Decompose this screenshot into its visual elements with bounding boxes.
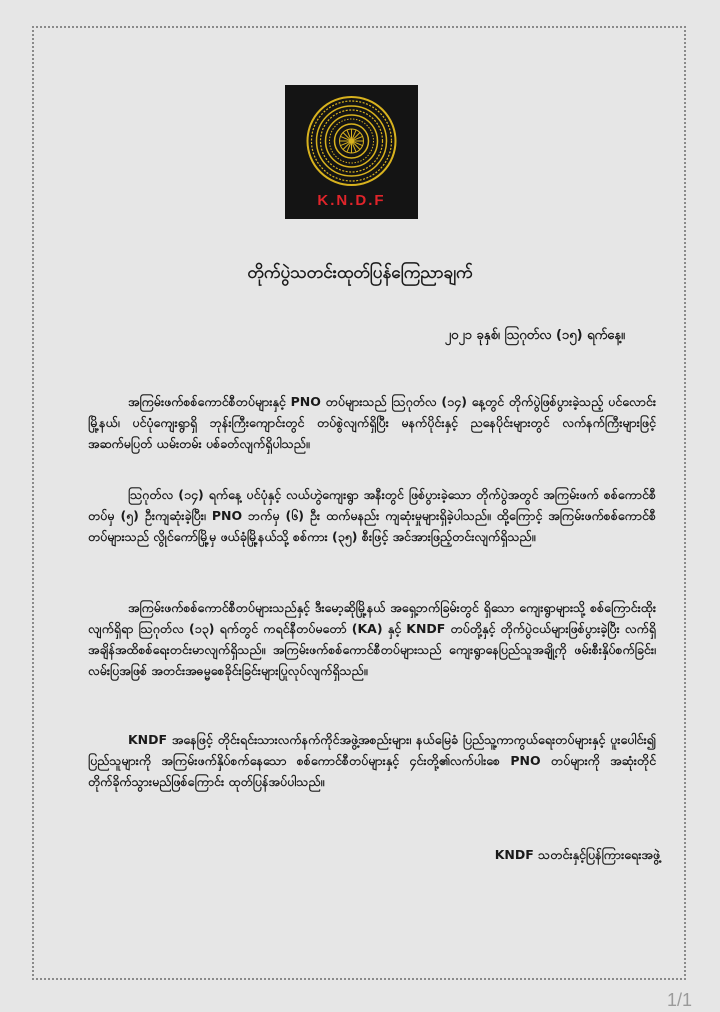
logo-text: K.N.D.F — [317, 192, 386, 209]
kndf-logo — [285, 85, 418, 219]
paragraph-3: အကြမ်းဖက်စစ်ကောင်စီတပ်များသည်နှင့် ဒီးမော့ဆိုမြို့နယ် အရှေ့ဘက်ခြမ်းတွင် ရှိသော ကျေးရွာများသို့ စစ်ကြောင်းထိုးလျက်ရှိရာ ဩဂုတ်လ (၁၃) ရက်တွင် ကရင်နီတပ်မတော် (KA) နှင့် KNDF တပ်တို့နှင့် တိုက်ပွဲငယ်များဖြစ်ပွားခဲ့ပြီး လက်ရှိအချိန်အထိစစ်ရေးတင်းမာလျက်ရှိသည်။ အကြမ်းဖက်စစ်ကောင်စီတပ်များသည် ကျေးရွာနေပြည်သူအချို့ကို ဖမ်းစီးနှိပ်စက်ခြင်း၊ လမ်းပြအဖြစ် အတင်းအဓမ္မစေခိုင်းခြင်းများပြုလုပ်လျက်ရှိသည်။ — [88, 600, 656, 678]
document-date: ၂၀၂၁ ခုနှစ်၊ ဩဂုတ်လ (၁၅) ရက်နေ့။ — [444, 328, 625, 343]
paragraph-2: ဩဂုတ်လ (၁၄) ရက်နေ့ ပင်ပုံနှင့် လယ်ဟွဲကျေးရွာ အနီးတွင် ဖြစ်ပွားခဲ့သော တိုက်ပွဲအတွင် အကြမ်းဖက် စစ်ကောင်စီတပ်မှ (၅) ဦးကျဆုံးခဲ့ပြီး၊ PNO ဘက်မှ (၆) ဦး ထက်မနည်း ကျဆုံးမှုများရှိခဲ့ပါသည်။ ထို့ကြောင့် အကြမ်းဖက်စစ်ကောင်စီတပ်များသည် လွိုင်ကော်မြို့မှ ဖယ်ခုံမြို့နယ်သို့ စစ်ကား (၃၅) စီးဖြင့် အင်အားဖြည့်တင်းလျက်ရှိသည်။ — [88, 487, 656, 544]
document-title: တိုက်ပွဲသတင်းထုတ်ပြန်ကြေညာချက် — [247, 263, 473, 283]
signature: KNDF သတင်းနှင့်ပြန်ကြားရေးအဖွဲ့ — [494, 847, 660, 862]
page-indicator: 1/1 — [666, 990, 692, 1010]
paragraph-4: KNDF အနေဖြင့် တိုင်းရင်းသားလက်နက်ကိုင်အဖွဲ့အစည်းများ၊ နယ်မြေခံ ပြည်သူ့ကာကွယ်ရေးတပ်များနှင့် ပူးပေါင်း၍ ပြည်သူများကို အကြမ်းဖက်နှိပ်စက်နေသော စစ်ကောင်စီတပ်များနှင့် ၄င်းတို့၏လက်ပါးစေ PNO တပ်များကို အဆုံးတိုင် တိုက်ခိုက်သွားမည်ဖြစ်ကြောင်း ထုတ်ပြန်အပ်ပါသည်။ — [88, 732, 656, 789]
paragraph-1: အကြမ်းဖက်စစ်ကောင်စီတပ်များနှင့် PNO တပ်များသည် ဩဂုတ်လ (၁၄) နေ့တွင် တိုက်ပွဲဖြစ်ပွားခဲ့သည့် ပင်လောင်းမြို့နယ်၊ ပင်ပုံကျေးရွာရှိ ဘုန်းကြီးကျောင်းတွင် တပ်စွဲလျက်ရှိပြီး မနက်ပိုင်းနှင့် ညနေပိုင်းများတွင် လက်နက်ကြီးများဖြင့် အဆက်မပြတ် ယမ်းတမ်း ပစ်ခတ်လျက်ရှိပါသည်။ — [88, 394, 656, 451]
